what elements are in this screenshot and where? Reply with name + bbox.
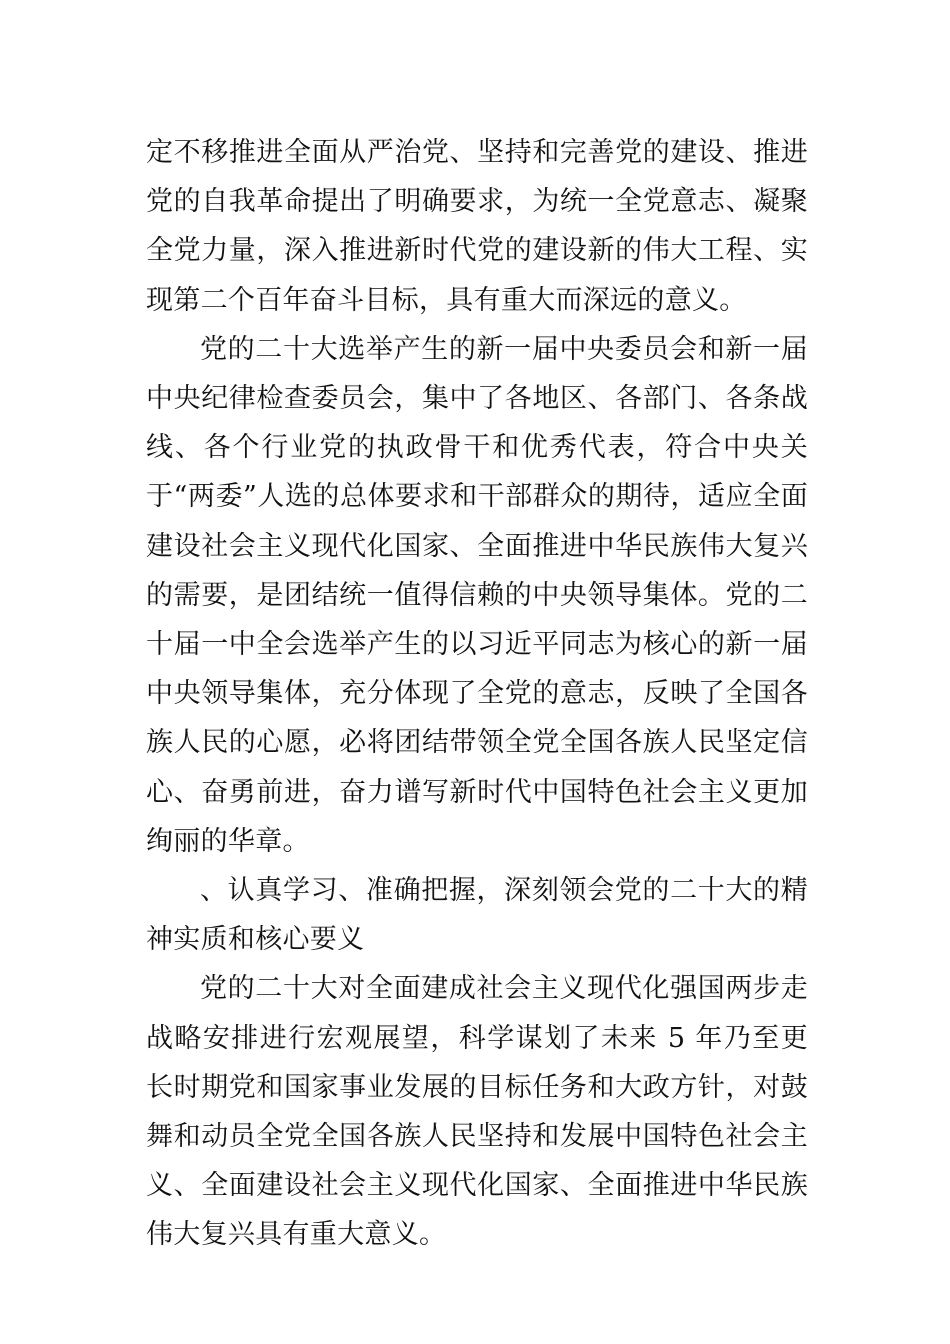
paragraph-2: 党的二十大选举产生的新一届中央委员会和新一届中央纪律检查委员会，集中了各地区、各部门、各条战线、各个行业党的执政骨干和优秀代表，符合中央关于“两委”人选的总体要求和干部群众的期待，适应全面建设社会主义现代化国家、全面推进中华民族伟大复兴的需要，是团结统一值得信赖的中央领导集体。党的二十届一中全会选举产生的以习近平同志为核心的新一届中央领导集体，充分体现了全党的意志，反映了全国各族人民的心愿，必将团结带领全党全国各族人民坚定信心、奋勇前进，奋力谱写新时代中国特色社会主义更加绚丽的华章。 xyxy=(146,333,808,857)
paragraph-3: 党的二十大对全面建成社会主义现代化强国两步走战略安排进行宏观展望，科学谋划了未来 5 年乃至更长时期党和国家事业发展的目标任务和大政方针，对鼓舞和动员全党全国各族人民坚持和发展中国特色社会主义、全面建设社会主义现代化国家、全面推进中华民族伟大复兴具有重大意义。 xyxy=(146,973,808,1251)
paragraph-1: 定不移推进全面从严治党、坚持和完善党的建设、推进党的自我革命提出了明确要求，为统一全党意志、凝聚全党力量，深入推进新时代党的建设新的伟大工程、实现第二个百年奋斗目标，具有重大而深远的意义。 xyxy=(146,137,808,316)
section-heading: 、认真学习、准确把握，深刻领会党的二十大的精神实质和核心要义 xyxy=(146,875,808,956)
document-body xyxy=(146,128,808,1260)
